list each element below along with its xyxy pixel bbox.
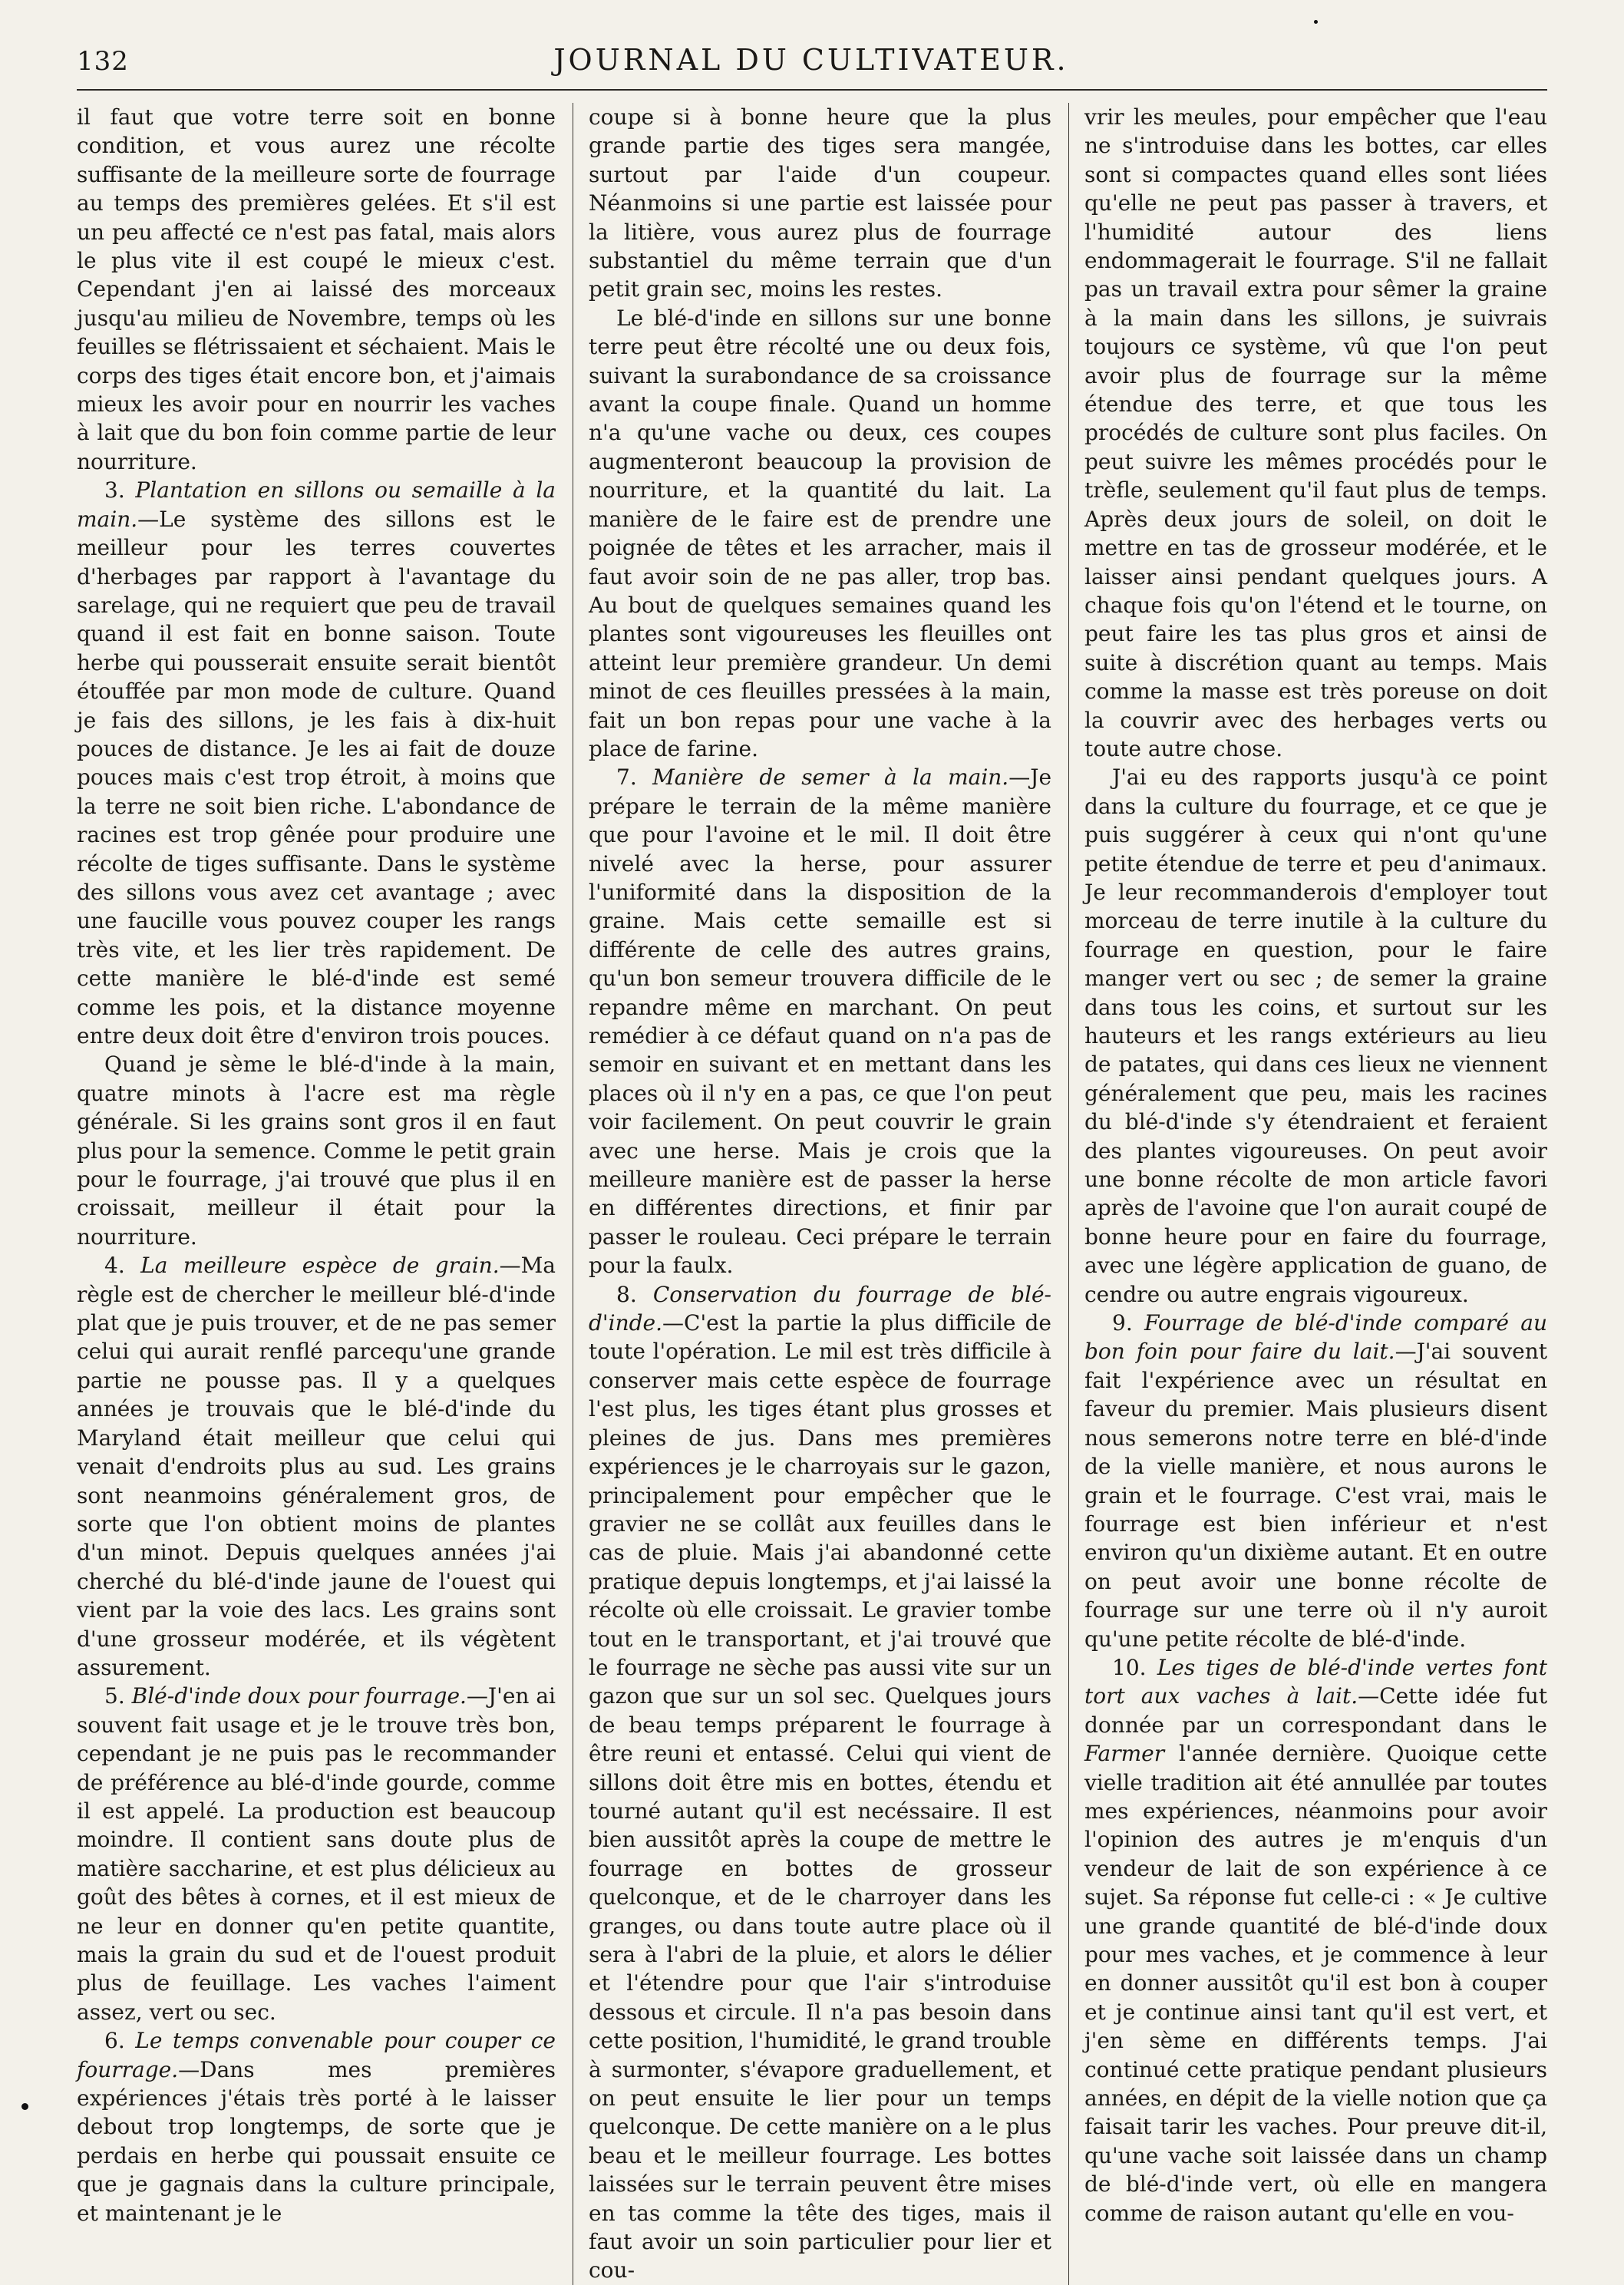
ink-speck — [21, 2103, 28, 2110]
column-1 — [77, 103, 556, 2285]
section-number: 6. — [104, 2028, 125, 2054]
section-number: 9. — [1112, 1310, 1133, 1336]
section-number: 10. — [1112, 1654, 1147, 1680]
section-body: —J'ai souvent fait l'expérience avec un résultat en faveur du premier. Mais plusieurs disent nous semerons notre terre en blé-d'inde de la vielle manière, et nous aurons le grain et le fourrage. C'est vrai, mais le fourrage est bien inférieur et n'est environ qu'un dixième autant. Et en outre on peut avoir une bonne récolte de fourrage sur une terre où il n'y auroit qu'une petite récolte de blé-d'inde. — [1084, 1339, 1547, 1652]
section-8 — [589, 1280, 1051, 2285]
page-number: 132 — [77, 46, 129, 77]
ink-speck — [1314, 20, 1318, 24]
text-columns — [77, 103, 1548, 2283]
section-number: 7. — [616, 764, 637, 791]
section-title: Blé-d'inde doux pour fourrage. — [131, 1683, 467, 1709]
section-body: l'année dernière. Quoique cette vielle tradition ait été annullée par toutes mes expériences, néanmoins pour avoir l'opinion des autres je m'enquis d'un vendeur de lait de son expérience à ce sujet. Sa réponse fut celle-ci : « Je cultive une grande quantité de blé-d'inde doux pour mes vaches, et je commence à leur en donner aussitôt qu'il est bon à couper et je continue ainsi tant qu'il est vert, et j'en sème en différents temps. J'ai continué cette pratique pendant plusieurs années, en dépit de la vielle notion que ça faisait tarir les vaches. Pour preuve dit-il, qu'une vache soit laissée dans un champ de blé-d'inde vert, où elle en mangera comme de raison autant qu'elle en vou- — [1084, 1741, 1547, 2226]
paragraph: Quand je sème le blé-d'inde à la main, quatre minots à l'acre est ma règle générale. Si les grains sont gros il en faut plus pour la semence. Comme le petit grain pour le fourrage, j'ai trouvé que plus il en croissait, meilleur il était pour la nourriture. — [77, 1052, 556, 1250]
journal-title: JOURNAL DU CULTIVATEUR. — [553, 43, 1069, 77]
section-title: Les tiges de blé-d'inde vertes font tort aux vaches à lait. — [1084, 1654, 1547, 1709]
section-5 — [77, 1682, 556, 2026]
section-7 — [589, 763, 1051, 1280]
section-9 — [1084, 1309, 1547, 1653]
section-title: Fourrage de blé-d'inde comparé au bon foin pour faire du lait. — [1084, 1310, 1547, 1365]
paragraph: coupe si à bonne heure que la plus grande partie des tiges sera mangée, surtout par l'aide d'un coupeur. Néanmoins si une partie est laissée pour la litière, vous aurez plus de fourrage substantiel du même terrain que d'un petit grain sec, moins les restes. — [589, 104, 1051, 302]
paragraph: Le blé-d'inde en sillons sur une bonne terre peut être récolté une ou deux fois, suivant la surabondance de sa croissance avant la coupe finale. Quand un homme n'a qu'une vache ou deux, ces coupes augmenteront beaucoup la provision de nourriture, et la quantité du lait. La manière de le faire est de prendre une poignée de têtes et les arracher, mais il faut avoir soin de ne pas aller, trop bas. Au bout de quelques semaines quand les plantes sont vigoureuses les fleuilles ont atteint leur première grandeur. Un demi minot de ces fleuilles pressées à la main, fait un bon repas pour une vache à la place de farine. — [589, 305, 1051, 761]
section-number: 4. — [104, 1253, 125, 1279]
section-body: —Ma règle est de chercher le meilleur blé-d'inde plat que je puis trouver, et de ne pas semer celui qui aurait renflé parcequ'une grande partie ne pousse pas. Il y a quelques années je trouvais que le blé-d'inde du Maryland était meilleur que celui qui venait d'endroits plus au sud. Les grains sont neanmoins généralement gros, de sorte que l'on obtient moins de plantes d'un minot. Depuis quelques années j'ai cherché du blé-d'inde jaune de l'ouest qui vient par la voie des lacs. Les grains sont d'une grosseur modérée, et ils végètent assurement. — [77, 1253, 556, 1680]
section-6 — [77, 2026, 556, 2227]
section-title: Le temps convenable pour couper ce fourrage. — [77, 2028, 556, 2082]
section-body: —Dans mes premières expériences j'étais très porté à le laisser debout trop longtemps, de sorte que je perdais en herbe qui poussait ensuite ce que je gagnais dans la culture principale, et maintenant je le — [77, 2056, 556, 2226]
section-body: —Je prépare le terrain de la même manière que pour l'avoine et le mil. Il doit être nivelé avec la herse, pour assurer l'uniformité dans la disposition de la graine. Mais cette semaille est si différente de celle des autres grains, qu'un bon semeur trouvera difficile de le repandre même en marchant. On peut remédier à ce défaut quand on n'a pas de semoir en suivant et en mettant dans les places où il n'y en a pas, ce que l'on peut voir facilement. On peut couvrir le grain avec une herse. Mais je crois que la meilleure manière est de passer la herse en différentes directions, et finir par passer le rouleau. Ceci prépare le terrain pour la faulx. — [589, 764, 1052, 1279]
paragraph: il faut que votre terre soit en bonne condition, et vous aurez une récolte suffisante de la meilleure sorte de fourrage au temps des premières gelées. Et s'il est un peu affecté ce n'est pas fatal, mais alors le plus vite il est coupé le mieux c'est. Cependant j'en ai laissé des morceaux jusqu'au milieu de Novembre, temps où les feuilles se flétrissaient et séchaient. Mais le corps des tiges était encore bon, et j'aimais mieux les avoir pour en nourrir les vaches à lait que du bon foin comme partie de leur nourriture. — [77, 104, 556, 474]
section-body: —Cette idée fut donnée par un correspondant dans le — [1084, 1683, 1548, 1738]
section-4 — [77, 1251, 556, 1682]
column-2 — [573, 103, 1051, 2285]
section-number: 5. — [104, 1683, 125, 1709]
section-title: Manière de semer à la main. — [652, 764, 1009, 791]
section-10 — [1084, 1653, 1547, 2227]
column-3 — [1068, 103, 1547, 2285]
section-title: La meilleure espèce de grain. — [140, 1253, 500, 1279]
section-number: 3. — [104, 477, 125, 504]
paragraph: vrir les meules, pour empêcher que l'eau ne s'introduise dans les bottes, car elles sont si compactes quand elles sont liées qu'elle ne peut pas passer à travers, et l'humidité autour des liens endommagerait le fourrage. S'il ne fallait pas un travail extra pour sêmer la graine à la main dans les sillons, je suivrais toujours ce système, vû que l'on peut avoir plus de fourrage sur la même étendue des terre, et que tous les procédés de culture sont plus faciles. On peut suivre les mêmes procédés pour le trèfle, seulement qu'il faut plus de temps. Après deux jours de soleil, on doit le mettre en tas de grosseur modérée, et le laisser ainsi pendant quelques jours. A chaque fois qu'on l'étend et le tourne, on peut faire les tas plus gros et ainsi de suite à discrétion quant au temps. Mais comme la masse est très poreuse on doit la couvrir avec des herbages verts ou toute autre chose. — [1084, 104, 1547, 761]
section-title: Plantation en sillons ou semaille à la main. — [77, 477, 556, 532]
section-body: —C'est la partie la plus difficile de toute l'opération. Le mil est très difficile à conserver mais cette espèce de fourrage l'est plus, les tiges étant plus grosses et pleines de jus. Dans mes premières expériences je le charroyais sur le gazon, principalement pour empêcher que le gravier ne se collât aux feuilles dans le cas de pluie. Mais j'ai abandonné cette pratique depuis longtemps, et j'ai laissé la récolte où elle croissait. Le gravier tombe tout en le transportant, et j'ai trouvé que le fourrage ne sèche pas aussi vite sur un gazon que sur un sol sec. Quelques jours de beau temps préparent le fourrage à être reuni et entassé. Celui qui vient de sillons doit être mis en bottes, étendu et tourné autant qu'il est necéssaire. Il est bien aussitôt après la coupe de mettre le fourrage en bottes de grosseur quelconque, et de le charroyer dans les granges, ou dans toute autre place où il sera à l'abri de la pluie, et alors le délier et l'étendre pour que l'air s'introduise dessous et circule. Il n'a pas besoin dans cette position, l'humidité, le grand trouble à surmonter, s'évapore graduellement, et on peut ensuite le lier pour un temps quelconque. De cette manière on a le plus beau et le meilleur fourrage. Les bottes laissées sur le terrain peuvent être mises en tas comme la tête des tiges, mais il faut avoir un soin particulier pour lier et cou- — [589, 1310, 1051, 2283]
page-header — [77, 43, 1547, 91]
section-body: —J'en ai souvent fait usage et je le trouve très bon, cependant je ne puis pas le recommander de préférence au blé-d'inde gourde, comme il est appelé. La production est beaucoup moindre. Il contient sans doute plus de matière saccharine, et est plus délicieux au goût des bêtes à cornes, et il est mieux de ne leur en donner qu'en petite quantite, mais la grain du sud et de l'ouest produit plus de feuillage. Les vaches l'aiment assez, vert ou sec. — [77, 1683, 556, 2025]
paragraph: J'ai eu des rapports jusqu'à ce point dans la culture du fourrage, et ce que je puis suggérer à ceux qui n'ont qu'une petite étendue de terre et peu d'animaux. Je leur recommanderois d'employer tout morceau de terre inutile à la culture du fourrage en question, pour le faire manger vert ou sec ; de semer la graine dans tous les coins, et surtout sur les hauteurs et les rangs extérieurs au lieu de patates, qui dans ces lieux ne viennent généralement que peu, mais les racines du blé-d'inde s'y étendraient et feraient des plantes vigoureuses. On peut avoir une bonne récolte de mon article favori après de l'avoine que l'on aurait coupé de bonne heure pour en faire du fourrage, avec une légère application de guano, de cendre ou autre engrais vigoureux. — [1084, 764, 1547, 1307]
periodical-name: Farmer — [1084, 1741, 1165, 1767]
section-3 — [77, 476, 556, 1050]
section-body: —Le système des sillons est le meilleur pour les terres couvertes d'herbages par rapport à l'avantage du sarelage, qui ne requiert que peu de travail quand il est fait en bonne saison. Toute herbe qui pousserait ensuite serait bientôt étouffée par mon mode de culture. Quand je fais des sillons, je les fais à dix-huit pouces de distance. Je les ai fait de douze pouces mais c'est trop étroit, à moins que la terre ne soit bien riche. L'abondance de racines est trop gênée pour produire une récolte de tiges suffisante. Dans le système des sillons vous avez cet avantage ; avec une faucille vous pouvez couper les rangs très vite, et les lier très rapidement. De cette manière le blé-d'inde est semé comme les pois, et la distance moyenne entre deux doit être d'environ trois pouces. — [77, 506, 556, 1048]
section-title: Conservation du fourrage de blé-d'inde. — [589, 1281, 1051, 1336]
section-number: 8. — [616, 1281, 637, 1307]
